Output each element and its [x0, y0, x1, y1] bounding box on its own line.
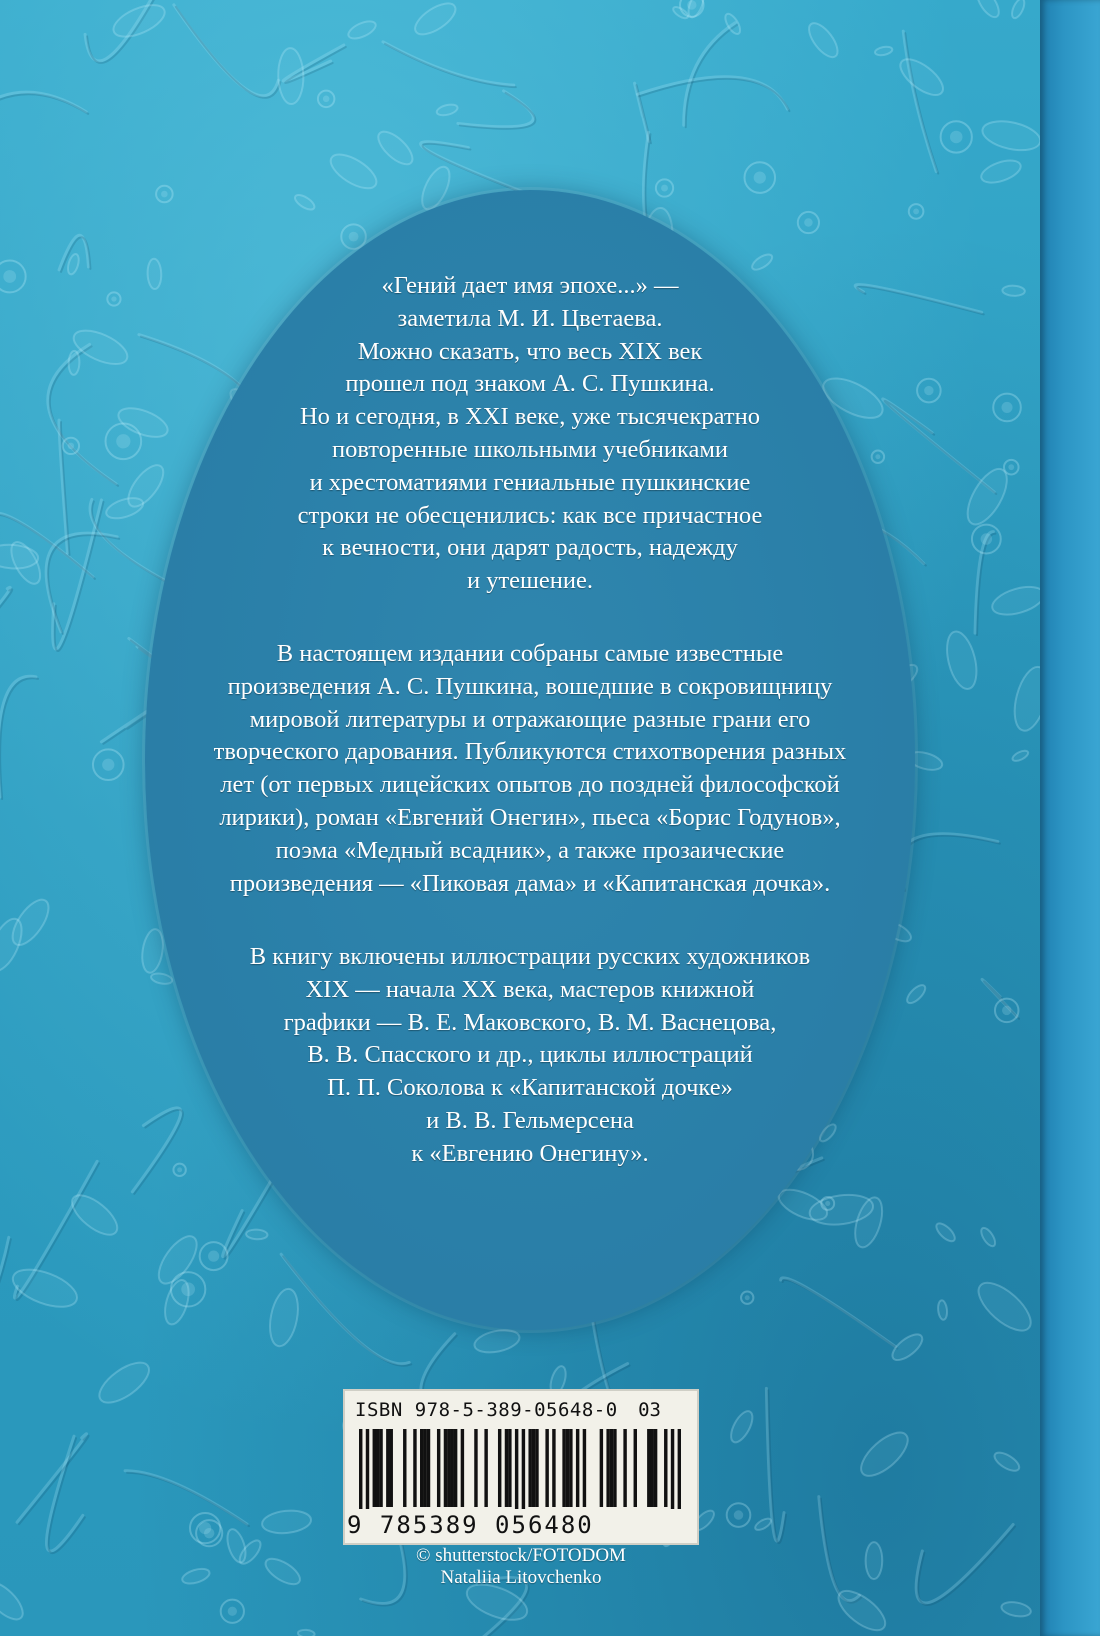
- text-line: мировой литературы и отражающие разные грани его: [249, 705, 811, 733]
- image-credit: [343, 1545, 699, 1589]
- barcode-bar: [420, 1429, 423, 1507]
- barcode-bar: [461, 1429, 464, 1507]
- barcode-bar: [447, 1429, 450, 1507]
- barcode-bar: [678, 1429, 681, 1509]
- text-line: повторенные школьными учебниками: [331, 435, 729, 463]
- barcode-bar: [413, 1429, 416, 1507]
- text-line: произведения А. С. Пушкина, вошедшие в сокровищницу: [227, 672, 833, 700]
- barcode-bar: [376, 1429, 379, 1507]
- credit-line-2: Nataliia Litovchenko: [440, 1567, 602, 1588]
- barcode-bar: [423, 1429, 426, 1507]
- barcode-bar: [613, 1429, 616, 1507]
- barcode-bar: [600, 1429, 603, 1507]
- barcode-bar: [566, 1429, 569, 1507]
- barcode-bar: [576, 1429, 579, 1507]
- barcode-bar: [606, 1429, 609, 1507]
- barcode-bar: [508, 1429, 511, 1507]
- barcode-digits: 9 785389 056480: [347, 1511, 594, 1539]
- barcode-bars: [359, 1429, 681, 1509]
- barcode-bar: [634, 1429, 637, 1507]
- barcode-bar: [379, 1429, 382, 1507]
- epigraph-paragraph: [170, 270, 890, 598]
- barcode-bar: [498, 1429, 501, 1507]
- text-line: В книгу включены иллюстрации русских художников: [249, 943, 811, 970]
- isbn-barcode-panel: [343, 1389, 699, 1545]
- text-line: XIX — начала XX века, мастеров книжной: [305, 975, 755, 1003]
- text-line: лирики), роман «Евгений Онегин», пьеса «Борис Годунов»,: [219, 803, 841, 831]
- text-line: «Гений дает имя эпохе...» —: [381, 272, 679, 299]
- barcode-bar: [484, 1429, 487, 1507]
- barcode-bar: [610, 1429, 613, 1507]
- text-line: лет (от первых лицейских опытов до поздней философской: [220, 771, 840, 799]
- barcode-bar: [654, 1429, 657, 1507]
- barcode-bar: [359, 1429, 362, 1509]
- barcode-bar: [390, 1429, 393, 1507]
- barcode-bar: [671, 1429, 674, 1509]
- spine-edge: [1040, 0, 1100, 1636]
- barcode-bar: [552, 1429, 555, 1507]
- barcode-bar: [505, 1429, 508, 1507]
- text-line: и утешение.: [466, 567, 594, 595]
- barcode-bar: [583, 1429, 586, 1507]
- text-line: В. В. Спасского и др., циклы иллюстраций: [307, 1041, 753, 1069]
- barcode-bar: [427, 1429, 430, 1507]
- barcode-bar: [535, 1429, 538, 1507]
- text-line: к «Евгению Онегину».: [411, 1139, 649, 1167]
- text-line: поэма «Медный всадник», а также прозаические: [275, 836, 785, 864]
- barcode-bar: [569, 1429, 572, 1507]
- barcode-bar: [664, 1429, 667, 1507]
- price-code: 03: [638, 1399, 661, 1421]
- barcode-bar: [623, 1429, 626, 1507]
- illustrations-paragraph: [170, 941, 890, 1171]
- text-line: прошел под знаком А. С. Пушкина.: [345, 370, 715, 398]
- barcode-bar: [373, 1429, 376, 1507]
- barcode-bar: [451, 1429, 454, 1507]
- isbn-number: ISBN 978-5-389-05648-0: [355, 1399, 618, 1421]
- barcode-bar: [437, 1429, 440, 1507]
- text-line: строки не обесценились: как все причастное: [297, 501, 763, 529]
- barcode-bar: [545, 1429, 548, 1507]
- barcode-bar: [562, 1429, 565, 1507]
- barcode-bar: [454, 1429, 457, 1507]
- barcode-bar: [528, 1429, 531, 1507]
- text-line: П. П. Соколова к «Капитанской дочке»: [327, 1074, 733, 1102]
- text-line: произведения — «Пиковая дама» и «Капитанская дочка».: [229, 869, 831, 897]
- barcode-bar: [647, 1429, 650, 1507]
- text-line: Но и сегодня, в XXI веке, уже тысячекратно: [299, 403, 760, 431]
- barcode-bar: [515, 1429, 518, 1509]
- text-line: заметила М. И. Цветаева.: [397, 304, 663, 332]
- text-line: графики — В. Е. Маковского, В. М. Васнецова,: [283, 1008, 777, 1036]
- barcode-bar: [474, 1429, 477, 1507]
- text-line: В настоящем издании собраны самые известные: [276, 640, 784, 667]
- credit-line-1: © shutterstock/FOTODOM: [416, 1545, 626, 1566]
- text-line: Можно сказать, что весь XIX век: [357, 337, 703, 365]
- text-line: к вечности, они дарят радость, надежду: [322, 534, 738, 562]
- barcode-bar: [650, 1429, 653, 1507]
- contents-paragraph: [170, 638, 890, 900]
- barcode-bar: [366, 1429, 369, 1509]
- barcode-bar: [386, 1429, 389, 1507]
- barcode-bar: [403, 1429, 406, 1507]
- text-line: и хрестоматиями гениальные пушкинские: [309, 468, 751, 496]
- barcode-bar: [444, 1429, 447, 1507]
- barcode-bar: [522, 1429, 525, 1509]
- barcode-bar: [532, 1429, 535, 1507]
- text-line: творческого дарования. Публикуются стихотворения разных: [213, 738, 847, 766]
- text-line: и В. В. Гельмерсена: [426, 1106, 634, 1134]
